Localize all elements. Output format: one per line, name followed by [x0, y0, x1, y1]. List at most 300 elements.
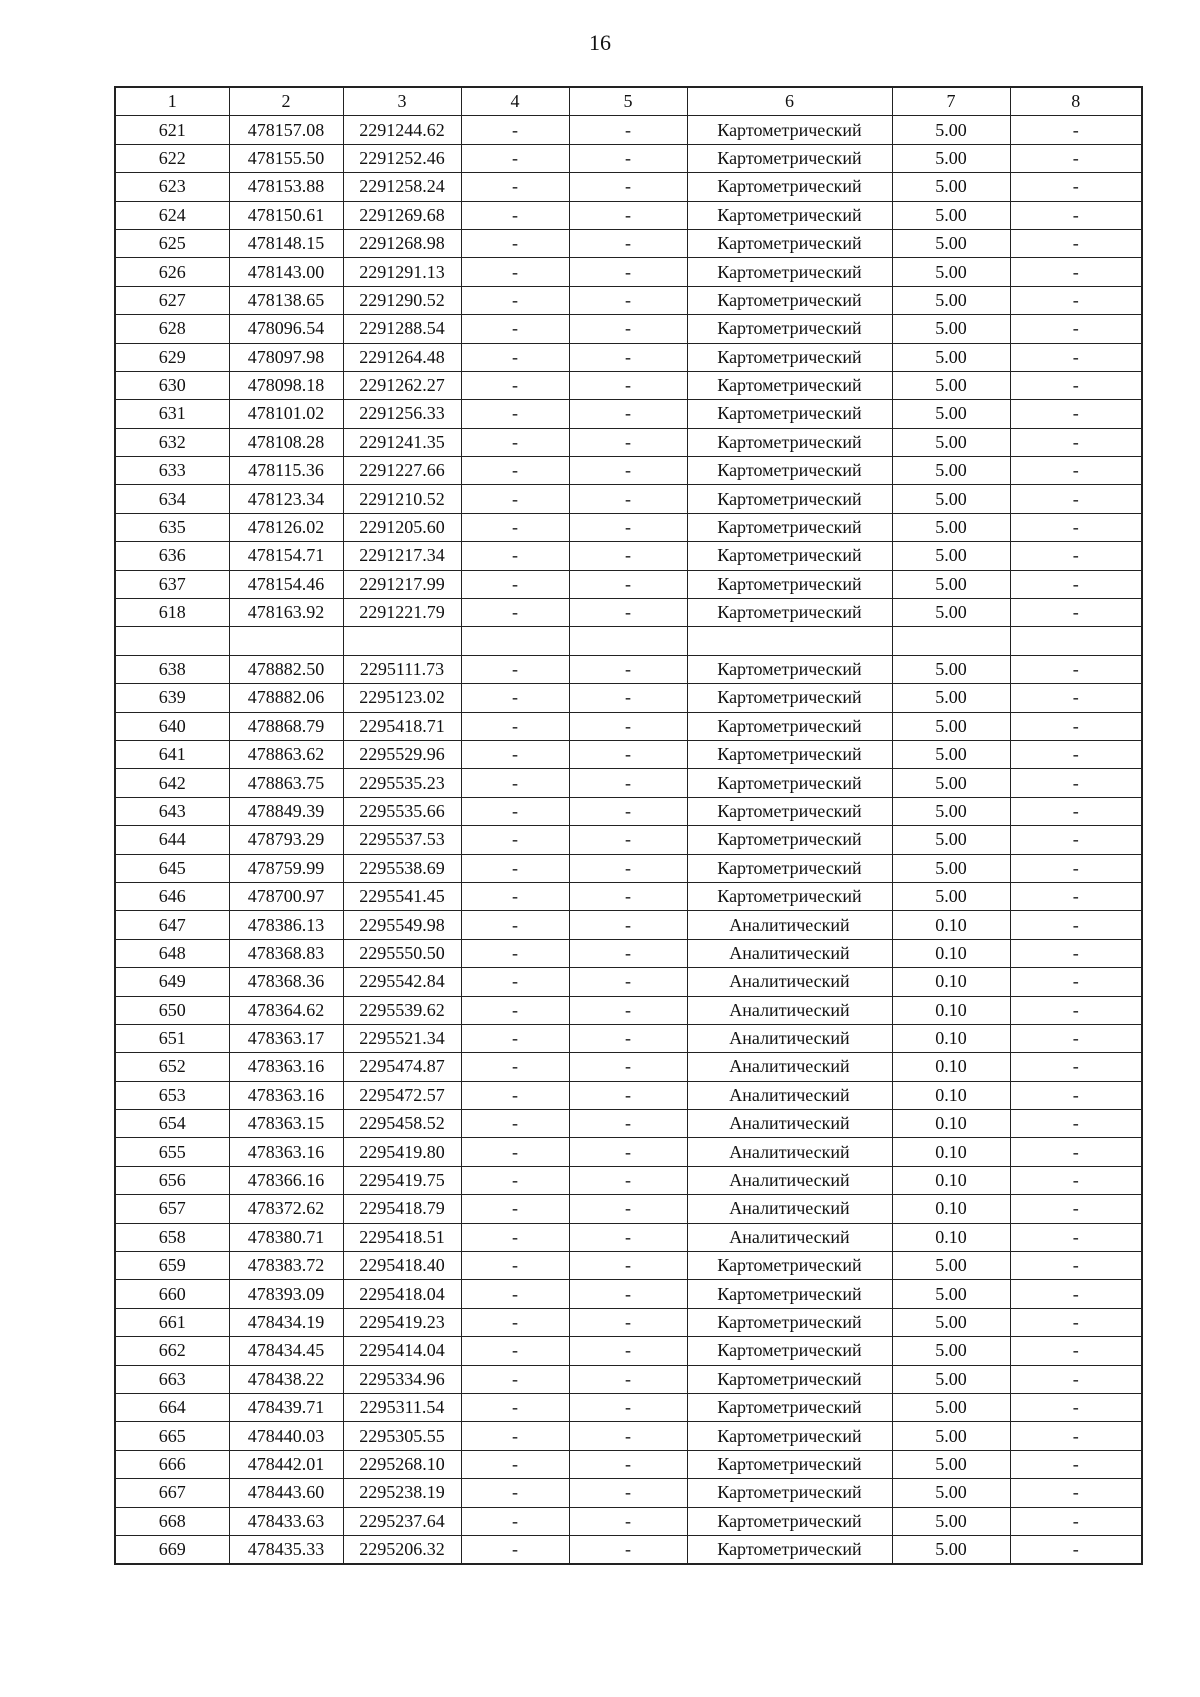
col4-cell: -: [461, 1053, 569, 1081]
method-cell: Картометрический: [687, 740, 892, 768]
method-cell: Картометрический: [687, 882, 892, 910]
col8-cell: -: [1010, 457, 1142, 485]
col4-cell: -: [461, 400, 569, 428]
col8-cell: -: [1010, 1422, 1142, 1450]
table-row: [115, 258, 1142, 286]
col4-cell: -: [461, 1308, 569, 1336]
col8-cell: -: [1010, 1166, 1142, 1194]
x-coordinate-cell: 478366.16: [229, 1166, 343, 1194]
method-cell: Аналитический: [687, 1138, 892, 1166]
col5-cell: -: [569, 1365, 687, 1393]
point-number-cell: 631: [115, 400, 229, 428]
col8-cell: -: [1010, 428, 1142, 456]
table-row: [115, 1507, 1142, 1535]
method-cell: Картометрический: [687, 854, 892, 882]
coordinates-table: [114, 86, 1143, 1565]
y-coordinate-cell: 2291221.79: [343, 599, 461, 627]
x-coordinate-cell: 478123.34: [229, 485, 343, 513]
table-row: [115, 1138, 1142, 1166]
col4-cell: -: [461, 1422, 569, 1450]
x-coordinate-cell: [229, 627, 343, 655]
col5-cell: -: [569, 1308, 687, 1336]
col5-cell: -: [569, 740, 687, 768]
col5-cell: -: [569, 854, 687, 882]
x-coordinate-cell: 478154.71: [229, 542, 343, 570]
col8-cell: -: [1010, 116, 1142, 144]
point-number-cell: 646: [115, 882, 229, 910]
method-cell: Картометрический: [687, 1337, 892, 1365]
method-cell: Картометрический: [687, 826, 892, 854]
accuracy-cell: 0.10: [892, 911, 1010, 939]
y-coordinate-cell: 2295419.75: [343, 1166, 461, 1194]
method-cell: Картометрический: [687, 712, 892, 740]
accuracy-cell: 5.00: [892, 1365, 1010, 1393]
accuracy-cell: 0.10: [892, 968, 1010, 996]
accuracy-cell: 5.00: [892, 882, 1010, 910]
x-coordinate-cell: 478096.54: [229, 315, 343, 343]
col8-cell: -: [1010, 1195, 1142, 1223]
point-number-cell: 621: [115, 116, 229, 144]
point-number-cell: 663: [115, 1365, 229, 1393]
col5-cell: -: [569, 343, 687, 371]
y-coordinate-cell: 2295521.34: [343, 1024, 461, 1052]
method-cell: Картометрический: [687, 1535, 892, 1564]
accuracy-cell: 5.00: [892, 797, 1010, 825]
y-coordinate-cell: 2295418.40: [343, 1252, 461, 1280]
accuracy-cell: 5.00: [892, 343, 1010, 371]
col8-cell: -: [1010, 1308, 1142, 1336]
x-coordinate-cell: 478863.62: [229, 740, 343, 768]
accuracy-cell: 0.10: [892, 1081, 1010, 1109]
point-number-cell: 633: [115, 457, 229, 485]
table-row: [115, 854, 1142, 882]
x-coordinate-cell: 478440.03: [229, 1422, 343, 1450]
y-coordinate-cell: 2295206.32: [343, 1535, 461, 1564]
table-row: [115, 144, 1142, 172]
method-cell: Картометрический: [687, 542, 892, 570]
method-cell: Картометрический: [687, 258, 892, 286]
table-row: [115, 655, 1142, 683]
col8-cell: -: [1010, 684, 1142, 712]
x-coordinate-cell: 478386.13: [229, 911, 343, 939]
col4-cell: -: [461, 1535, 569, 1564]
col8-cell: -: [1010, 229, 1142, 257]
table-row: [115, 826, 1142, 854]
x-coordinate-cell: 478108.28: [229, 428, 343, 456]
y-coordinate-cell: 2291252.46: [343, 144, 461, 172]
y-coordinate-cell: 2295419.23: [343, 1308, 461, 1336]
col4-cell: -: [461, 513, 569, 541]
point-number-cell: [115, 627, 229, 655]
point-number-cell: 647: [115, 911, 229, 939]
header-cell: 2: [229, 87, 343, 116]
point-number-cell: 622: [115, 144, 229, 172]
y-coordinate-cell: 2291291.13: [343, 258, 461, 286]
accuracy-cell: 5.00: [892, 1337, 1010, 1365]
y-coordinate-cell: 2295237.64: [343, 1507, 461, 1535]
accuracy-cell: 5.00: [892, 542, 1010, 570]
table-row: [115, 1053, 1142, 1081]
col5-cell: [569, 627, 687, 655]
col4-cell: -: [461, 1393, 569, 1421]
method-cell: Аналитический: [687, 939, 892, 967]
accuracy-cell: 0.10: [892, 1053, 1010, 1081]
accuracy-cell: 5.00: [892, 826, 1010, 854]
x-coordinate-cell: 478363.16: [229, 1053, 343, 1081]
method-cell: Картометрический: [687, 769, 892, 797]
col4-cell: -: [461, 769, 569, 797]
point-number-cell: 651: [115, 1024, 229, 1052]
col4-cell: -: [461, 315, 569, 343]
point-number-cell: 641: [115, 740, 229, 768]
col4-cell: -: [461, 1195, 569, 1223]
col8-cell: -: [1010, 1081, 1142, 1109]
x-coordinate-cell: 478863.75: [229, 769, 343, 797]
col5-cell: -: [569, 769, 687, 797]
accuracy-cell: 5.00: [892, 173, 1010, 201]
col4-cell: -: [461, 712, 569, 740]
method-cell: Картометрический: [687, 144, 892, 172]
col5-cell: -: [569, 1223, 687, 1251]
x-coordinate-cell: 478098.18: [229, 371, 343, 399]
col8-cell: -: [1010, 1280, 1142, 1308]
table-row: [115, 1166, 1142, 1194]
x-coordinate-cell: 478148.15: [229, 229, 343, 257]
col8-cell: -: [1010, 854, 1142, 882]
method-cell: Аналитический: [687, 968, 892, 996]
accuracy-cell: 5.00: [892, 1507, 1010, 1535]
y-coordinate-cell: 2295550.50: [343, 939, 461, 967]
table-row: [115, 457, 1142, 485]
col8-cell: -: [1010, 655, 1142, 683]
col5-cell: -: [569, 1450, 687, 1478]
col5-cell: -: [569, 457, 687, 485]
point-number-cell: 632: [115, 428, 229, 456]
table-row: [115, 542, 1142, 570]
y-coordinate-cell: [343, 627, 461, 655]
x-coordinate-cell: 478368.36: [229, 968, 343, 996]
point-number-cell: 623: [115, 173, 229, 201]
table-row: [115, 343, 1142, 371]
accuracy-cell: 0.10: [892, 1110, 1010, 1138]
method-cell: Картометрический: [687, 1280, 892, 1308]
x-coordinate-cell: 478434.45: [229, 1337, 343, 1365]
x-coordinate-cell: 478434.19: [229, 1308, 343, 1336]
col4-cell: -: [461, 1081, 569, 1109]
header-cell: 4: [461, 87, 569, 116]
accuracy-cell: 5.00: [892, 513, 1010, 541]
col8-cell: -: [1010, 797, 1142, 825]
method-cell: Картометрический: [687, 315, 892, 343]
x-coordinate-cell: 478097.98: [229, 343, 343, 371]
col4-cell: -: [461, 1166, 569, 1194]
method-cell: Картометрический: [687, 1479, 892, 1507]
accuracy-cell: 5.00: [892, 684, 1010, 712]
col5-cell: -: [569, 882, 687, 910]
col4-cell: -: [461, 1479, 569, 1507]
accuracy-cell: 5.00: [892, 315, 1010, 343]
col4-cell: -: [461, 144, 569, 172]
point-number-cell: 645: [115, 854, 229, 882]
col8-cell: -: [1010, 570, 1142, 598]
accuracy-cell: 5.00: [892, 1535, 1010, 1564]
col5-cell: -: [569, 996, 687, 1024]
method-cell: Картометрический: [687, 400, 892, 428]
accuracy-cell: 5.00: [892, 286, 1010, 314]
x-coordinate-cell: 478383.72: [229, 1252, 343, 1280]
col5-cell: -: [569, 1479, 687, 1507]
table-row: [115, 1252, 1142, 1280]
col8-cell: -: [1010, 968, 1142, 996]
y-coordinate-cell: 2295529.96: [343, 740, 461, 768]
point-number-cell: 657: [115, 1195, 229, 1223]
y-coordinate-cell: 2295539.62: [343, 996, 461, 1024]
col5-cell: -: [569, 400, 687, 428]
x-coordinate-cell: 478126.02: [229, 513, 343, 541]
page-number: 16: [589, 30, 611, 55]
col5-cell: -: [569, 1024, 687, 1052]
col8-cell: -: [1010, 826, 1142, 854]
point-number-cell: 652: [115, 1053, 229, 1081]
method-cell: Картометрический: [687, 1507, 892, 1535]
method-cell: Картометрический: [687, 513, 892, 541]
method-cell: Картометрический: [687, 116, 892, 144]
x-coordinate-cell: 478433.63: [229, 1507, 343, 1535]
col5-cell: -: [569, 1053, 687, 1081]
table-row: [115, 1450, 1142, 1478]
y-coordinate-cell: 2295458.52: [343, 1110, 461, 1138]
point-number-cell: 628: [115, 315, 229, 343]
point-number-cell: 662: [115, 1337, 229, 1365]
col8-cell: -: [1010, 201, 1142, 229]
point-number-cell: 638: [115, 655, 229, 683]
method-cell: Картометрический: [687, 1393, 892, 1421]
col4-cell: -: [461, 1110, 569, 1138]
accuracy-cell: 5.00: [892, 769, 1010, 797]
method-cell: Картометрический: [687, 570, 892, 598]
x-coordinate-cell: 478364.62: [229, 996, 343, 1024]
y-coordinate-cell: 2291288.54: [343, 315, 461, 343]
col8-cell: -: [1010, 996, 1142, 1024]
col8-cell: [1010, 627, 1142, 655]
point-number-cell: 665: [115, 1422, 229, 1450]
col4-cell: [461, 627, 569, 655]
method-cell: Аналитический: [687, 911, 892, 939]
y-coordinate-cell: 2291290.52: [343, 286, 461, 314]
accuracy-cell: 5.00: [892, 712, 1010, 740]
point-number-cell: 627: [115, 286, 229, 314]
table-row: [115, 1337, 1142, 1365]
col8-cell: -: [1010, 1110, 1142, 1138]
x-coordinate-cell: 478157.08: [229, 116, 343, 144]
table-row: [115, 1535, 1142, 1564]
col4-cell: -: [461, 116, 569, 144]
col5-cell: -: [569, 1422, 687, 1450]
col5-cell: -: [569, 1393, 687, 1421]
table-body: [115, 116, 1142, 1564]
col8-cell: -: [1010, 315, 1142, 343]
point-number-cell: 653: [115, 1081, 229, 1109]
accuracy-cell: 5.00: [892, 258, 1010, 286]
accuracy-cell: 5.00: [892, 740, 1010, 768]
col8-cell: -: [1010, 712, 1142, 740]
col5-cell: -: [569, 712, 687, 740]
col8-cell: -: [1010, 769, 1142, 797]
method-cell: Картометрический: [687, 343, 892, 371]
point-number-cell: 624: [115, 201, 229, 229]
point-number-cell: 668: [115, 1507, 229, 1535]
col8-cell: -: [1010, 144, 1142, 172]
accuracy-cell: 5.00: [892, 428, 1010, 456]
accuracy-cell: 0.10: [892, 939, 1010, 967]
col5-cell: -: [569, 144, 687, 172]
col5-cell: -: [569, 826, 687, 854]
col4-cell: -: [461, 1024, 569, 1052]
col4-cell: -: [461, 854, 569, 882]
method-cell: Картометрический: [687, 286, 892, 314]
col5-cell: -: [569, 428, 687, 456]
y-coordinate-cell: 2295305.55: [343, 1422, 461, 1450]
table-row: [115, 315, 1142, 343]
col5-cell: -: [569, 286, 687, 314]
header-cell: 3: [343, 87, 461, 116]
y-coordinate-cell: 2291217.34: [343, 542, 461, 570]
method-cell: Аналитический: [687, 1053, 892, 1081]
x-coordinate-cell: 478363.16: [229, 1081, 343, 1109]
accuracy-cell: 5.00: [892, 599, 1010, 627]
table-row: [115, 400, 1142, 428]
method-cell: Картометрический: [687, 173, 892, 201]
method-cell: Картометрический: [687, 1422, 892, 1450]
method-cell: Картометрический: [687, 599, 892, 627]
y-coordinate-cell: 2295311.54: [343, 1393, 461, 1421]
header-row: [115, 87, 1142, 116]
y-coordinate-cell: 2295123.02: [343, 684, 461, 712]
point-number-cell: 655: [115, 1138, 229, 1166]
col5-cell: -: [569, 1507, 687, 1535]
col8-cell: -: [1010, 371, 1142, 399]
point-number-cell: 635: [115, 513, 229, 541]
col5-cell: -: [569, 1195, 687, 1223]
y-coordinate-cell: 2295238.19: [343, 1479, 461, 1507]
accuracy-cell: 5.00: [892, 144, 1010, 172]
x-coordinate-cell: 478882.50: [229, 655, 343, 683]
y-coordinate-cell: 2291268.98: [343, 229, 461, 257]
method-cell: Картометрический: [687, 797, 892, 825]
method-cell: Картометрический: [687, 684, 892, 712]
header-cell: 5: [569, 87, 687, 116]
table-row: [115, 1422, 1142, 1450]
method-cell: Картометрический: [687, 457, 892, 485]
x-coordinate-cell: 478393.09: [229, 1280, 343, 1308]
table-row: [115, 684, 1142, 712]
y-coordinate-cell: 2295474.87: [343, 1053, 461, 1081]
point-number-cell: 644: [115, 826, 229, 854]
col5-cell: -: [569, 655, 687, 683]
table-row: [115, 1223, 1142, 1251]
point-number-cell: 640: [115, 712, 229, 740]
col4-cell: -: [461, 428, 569, 456]
col8-cell: -: [1010, 1337, 1142, 1365]
col5-cell: -: [569, 513, 687, 541]
x-coordinate-cell: 478849.39: [229, 797, 343, 825]
y-coordinate-cell: 2295535.66: [343, 797, 461, 825]
col4-cell: -: [461, 826, 569, 854]
col8-cell: -: [1010, 173, 1142, 201]
col4-cell: -: [461, 882, 569, 910]
x-coordinate-cell: 478882.06: [229, 684, 343, 712]
method-cell: Картометрический: [687, 201, 892, 229]
y-coordinate-cell: 2295418.04: [343, 1280, 461, 1308]
accuracy-cell: 5.00: [892, 457, 1010, 485]
point-number-cell: 649: [115, 968, 229, 996]
col5-cell: -: [569, 116, 687, 144]
table-row: [115, 173, 1142, 201]
col8-cell: -: [1010, 485, 1142, 513]
col4-cell: -: [461, 343, 569, 371]
x-coordinate-cell: 478443.60: [229, 1479, 343, 1507]
x-coordinate-cell: 478368.83: [229, 939, 343, 967]
col4-cell: -: [461, 173, 569, 201]
x-coordinate-cell: 478700.97: [229, 882, 343, 910]
col8-cell: -: [1010, 1507, 1142, 1535]
y-coordinate-cell: 2291264.48: [343, 343, 461, 371]
x-coordinate-cell: 478101.02: [229, 400, 343, 428]
col4-cell: -: [461, 1365, 569, 1393]
col5-cell: -: [569, 911, 687, 939]
table-row: [115, 1024, 1142, 1052]
y-coordinate-cell: 2291269.68: [343, 201, 461, 229]
y-coordinate-cell: 2295419.80: [343, 1138, 461, 1166]
point-number-cell: 648: [115, 939, 229, 967]
col5-cell: -: [569, 968, 687, 996]
col8-cell: -: [1010, 343, 1142, 371]
col5-cell: -: [569, 1110, 687, 1138]
point-number-cell: 656: [115, 1166, 229, 1194]
col5-cell: -: [569, 1280, 687, 1308]
col5-cell: -: [569, 542, 687, 570]
x-coordinate-cell: 478372.62: [229, 1195, 343, 1223]
method-cell: Аналитический: [687, 1195, 892, 1223]
y-coordinate-cell: 2291256.33: [343, 400, 461, 428]
accuracy-cell: 5.00: [892, 854, 1010, 882]
col8-cell: -: [1010, 1223, 1142, 1251]
y-coordinate-cell: 2295414.04: [343, 1337, 461, 1365]
col4-cell: -: [461, 286, 569, 314]
x-coordinate-cell: 478155.50: [229, 144, 343, 172]
table-row: [115, 882, 1142, 910]
x-coordinate-cell: 478143.00: [229, 258, 343, 286]
col8-cell: -: [1010, 939, 1142, 967]
y-coordinate-cell: 2291210.52: [343, 485, 461, 513]
x-coordinate-cell: 478363.17: [229, 1024, 343, 1052]
accuracy-cell: 0.10: [892, 1024, 1010, 1052]
accuracy-cell: [892, 627, 1010, 655]
point-number-cell: 654: [115, 1110, 229, 1138]
table-row: [115, 1280, 1142, 1308]
x-coordinate-cell: 478363.16: [229, 1138, 343, 1166]
x-coordinate-cell: 478380.71: [229, 1223, 343, 1251]
x-coordinate-cell: 478363.15: [229, 1110, 343, 1138]
col8-cell: -: [1010, 258, 1142, 286]
col5-cell: -: [569, 371, 687, 399]
col4-cell: -: [461, 542, 569, 570]
col8-cell: -: [1010, 1393, 1142, 1421]
table-row: [115, 740, 1142, 768]
y-coordinate-cell: 2291217.99: [343, 570, 461, 598]
table-row: [115, 286, 1142, 314]
accuracy-cell: 5.00: [892, 570, 1010, 598]
